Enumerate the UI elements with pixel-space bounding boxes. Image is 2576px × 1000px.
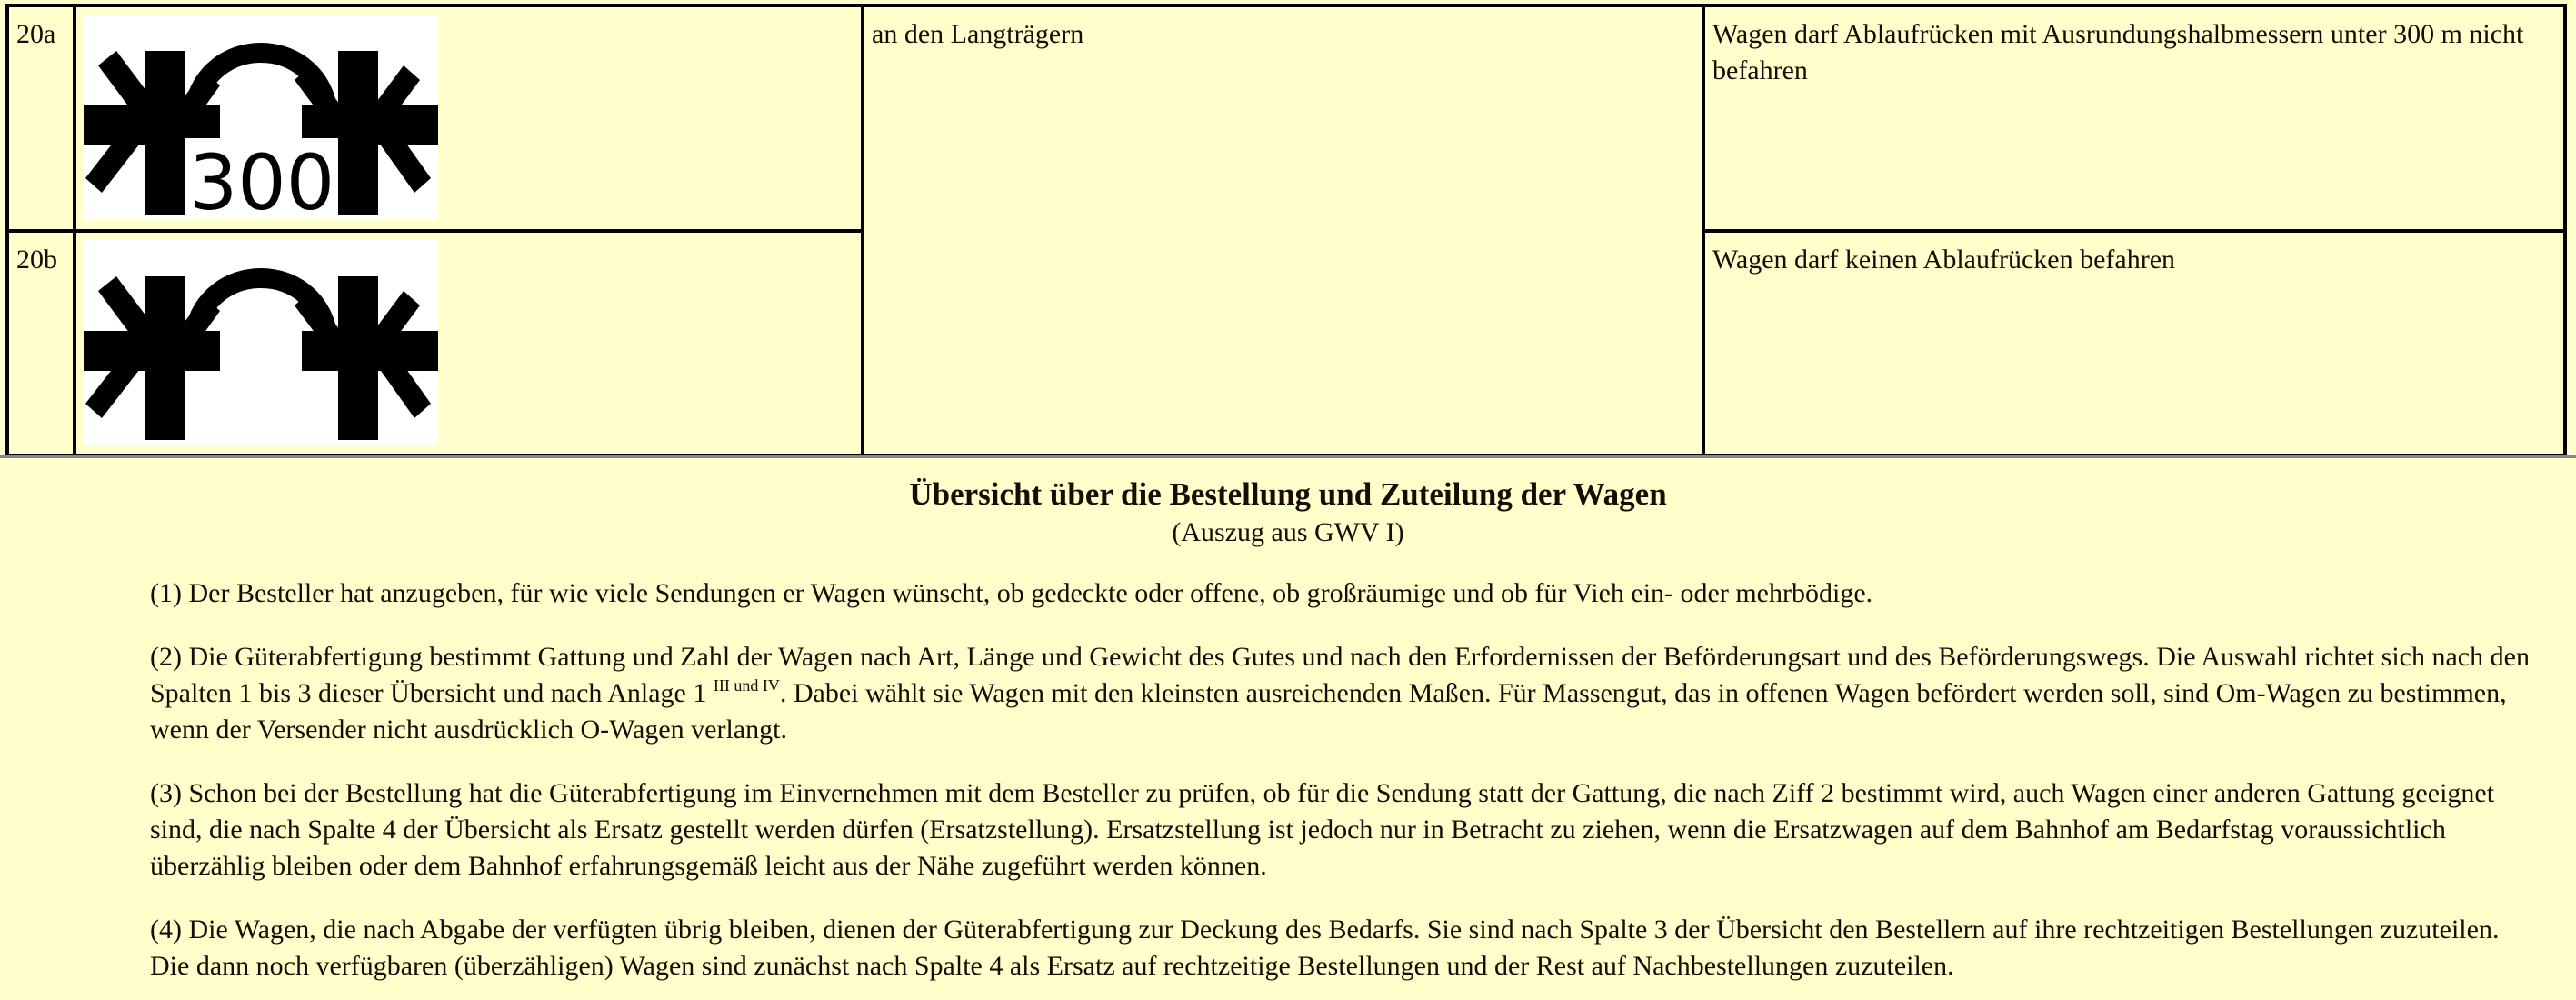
- row-number: 20b: [7, 231, 75, 455]
- section-divider: [0, 455, 2576, 458]
- meaning-cell: Wagen darf Ablaufrücken mit Ausrundungshalbmessern unter 300 m nicht befahren: [1703, 5, 2565, 231]
- paragraph-2-text: (2) Die Güterabfertigung bestimmt Gattung und Zahl der Wagen nach Art, Länge und Gewicht des Gutes und nach den Erfordernissen der Beförderungsart und des Beförderungswegs. Die Auswahl richtet sich nach den Spalten 1 bis 3 dieser Übersicht und nach Anlage 1: [150, 642, 2530, 708]
- table-row: [7, 5, 2565, 231]
- paragraph-2-text-cont: . Dabei wählt sie Wagen mit den kleinsten ausreichenden Maßen. Für Massengut, das in offenen Wagen befördert werden soll, sind Om-Wagen zu bestimmen, wenn der Versender nicht ausdrücklich O-Wagen verlangt.: [150, 678, 2507, 745]
- hump-prohibited-icon: [84, 240, 438, 445]
- hump-radius-300-icon: [84, 15, 438, 220]
- section-body: [150, 575, 2531, 1000]
- symbol-cell: [75, 5, 863, 231]
- hump-radius-label: 300: [188, 138, 335, 220]
- section-title: Übersicht über die Bestellung und Zuteilung der Wagen: [909, 476, 1667, 512]
- row-number: 20a: [7, 5, 75, 231]
- paragraph-1: (1) Der Besteller hat anzugeben, für wie viele Sendungen er Wagen wünscht, ob gedeckte oder offene, ob großräumige und ob für Vieh ein- oder mehrbödige.: [150, 578, 1873, 608]
- paragraph-2: [150, 639, 2531, 748]
- meaning-cell: Wagen darf keinen Ablaufrücken befahren: [1703, 231, 2565, 455]
- section-subtitle: (Auszug aus GWV I): [1172, 517, 1404, 547]
- annex-superscript: III und IV: [713, 676, 780, 695]
- paragraph-3: (3) Schon bei der Bestellung hat die Güterabfertigung im Einvernehmen mit dem Besteller zu prüfen, ob für die Sendung statt der Gattung, die nach Ziff 2 bestimmt wird, auch Wagen einer anderen Gattung geeignet sind, die nach Spalte 4 der Übersicht als Ersatz gestellt werden dürfen (Ersatzstellung). Ersatzstellung ist jedoch nur in Betracht zu ziehen, wenn die Ersatzwagen auf dem Bahnhof am Bedarfstag voraussichtlich überzählig bleiben oder dem Bahnhof erfahrungsgemäß leicht aus der Nähe zugeführt werden können.: [150, 778, 2495, 881]
- symbol-cell: [75, 231, 863, 455]
- location-cell: an den Langträgern: [863, 5, 1703, 455]
- paragraph-4: (4) Die Wagen, die nach Abgabe der verfügten übrig bleiben, dienen der Güterabfertigung zur Deckung des Bedarfs. Sie sind nach Spalte 3 der Übersicht den Bestellern auf ihre rechtzeitigen Bestellungen zuzuteilen. Die dann noch verfügbaren (überzähligen) Wagen sind zunächst nach Spalte 4 als Ersatz auf rechtzeitige Bestellungen und der Rest auf Nachbestellungen zuzuteilen.: [150, 915, 2500, 981]
- wagon-markings-table: [5, 4, 2567, 457]
